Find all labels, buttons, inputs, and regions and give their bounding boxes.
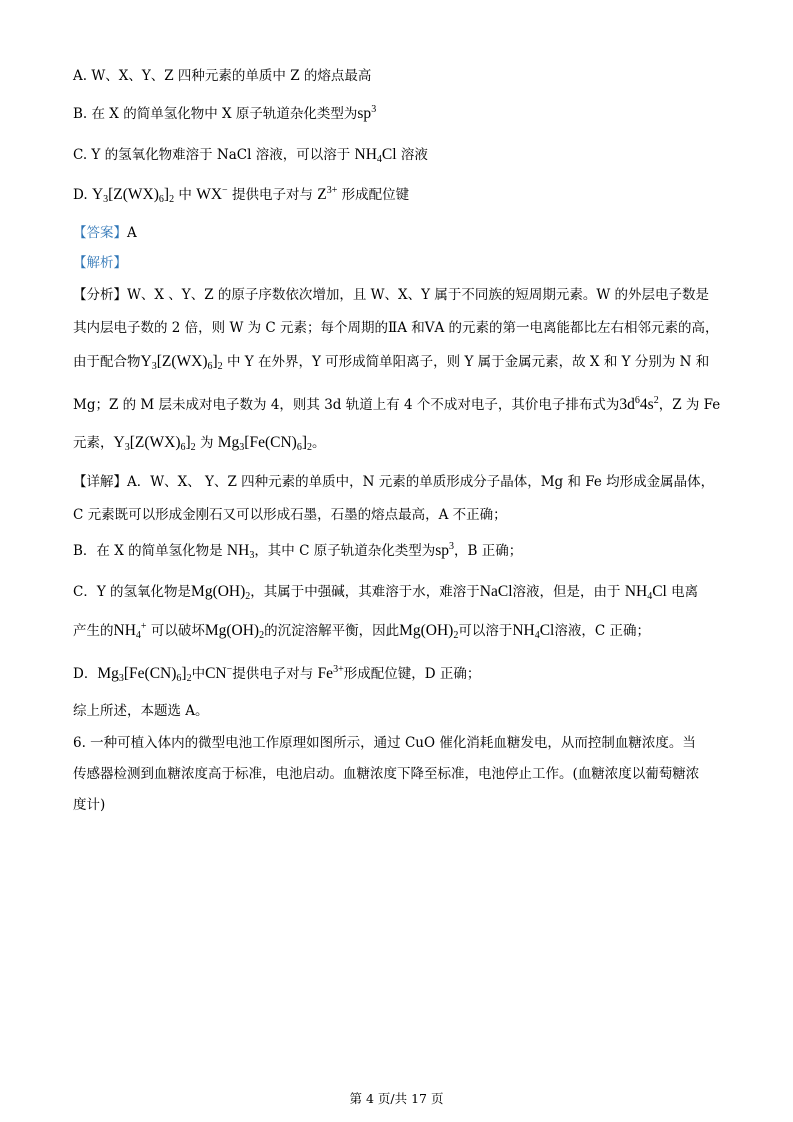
analysis-text-4a: Mg；Z 的 M 层未成对电子数为 4，则其 3d 轨道上有 4 个不成对电子，其价电子排布式为 xyxy=(73,397,620,413)
analysis-line-2: 其内层电子数的 2 倍，则 W 为 C 元素；每个周期的ⅡA 和ⅤA 的元素的第一电离能都比左右相邻元素的高， xyxy=(73,320,719,336)
detail-b-text: B．在 X 的简单氢化物是 xyxy=(73,543,223,559)
detail-d-mid2: 提供电子对与 xyxy=(232,666,314,682)
formula-nh3: $NH_3$ xyxy=(226,542,255,561)
formula-mgoh2: $Mg(OH)_2$ xyxy=(204,622,265,641)
formula-sp3: $sp^3$ xyxy=(435,541,455,559)
formula-3d6-4s2: $3d^64s^2$ xyxy=(619,395,659,413)
analysis-line-1 xyxy=(73,285,733,305)
detail-d-text: D． xyxy=(73,666,98,682)
question6-line-1: 6. 一种可植入体内的微型电池工作原理如图所示，通过 CuO 催化消耗血糖发电，从而控制血糖浓度。当 xyxy=(73,735,696,751)
detail-line-d xyxy=(73,664,733,684)
analysis-text-5a: 元素， xyxy=(73,435,114,451)
formula-nh4cl: $NH_4Cl$ xyxy=(512,622,555,641)
question6-line-3: 度计) xyxy=(73,797,106,813)
answer-value: A xyxy=(127,225,137,241)
option-b xyxy=(73,104,733,124)
detail-c2-mid: 可以破坏 xyxy=(150,623,205,639)
answer-label: 【答案】 xyxy=(73,225,127,241)
option-c-suffix: 溶液 xyxy=(400,147,428,163)
formula-z3plus: $Z^{3+}$ xyxy=(317,185,338,203)
formula-y3-zwx6-2: $Y_3[Z(WX)_6]_2$ xyxy=(140,353,223,372)
detail-line-c1 xyxy=(73,582,733,602)
page-footer: 第 4 页/共 17 页 xyxy=(349,1091,444,1106)
option-a: A. W、X、Y、Z 四种元素的单质中 Z 的熔点最高 xyxy=(73,68,372,84)
detail-c1-text: C．Y 的氢氧化物是 xyxy=(73,584,192,600)
formula-fe3plus: $Fe^{3+}$ xyxy=(317,664,344,682)
answer-line xyxy=(73,223,733,243)
formula-sp3: $sp^3$ xyxy=(357,104,377,122)
detail-c2-text: 产生的 xyxy=(73,623,114,639)
option-d-label: D. xyxy=(73,187,88,203)
formula-nacl: NaCl xyxy=(479,583,513,600)
formula-nh4cl: $NH_4Cl$ xyxy=(354,146,397,165)
detail-line-a1 xyxy=(73,472,733,492)
formula-nh4-plus: $NH_4^+$ xyxy=(113,621,147,641)
detail-c2-mid3: 可以溶于 xyxy=(458,623,513,639)
analysis-text-1: W、X 、Y、Z 的原子序数依次增加，且 W、X、Y 属于不同族的短周期元素。W 的外层电子数是 xyxy=(127,287,710,303)
detail-line-b xyxy=(73,541,733,561)
option-d-end: 形成配位键 xyxy=(341,187,410,203)
analysis-line-3 xyxy=(73,352,733,372)
analysis-line-5 xyxy=(73,433,733,453)
detail-d-mid: 中 xyxy=(191,666,206,682)
detail-c1-end: 电离 xyxy=(671,584,699,600)
detail-c1-mid: ，其属于中强碱，其难溶于水，难溶于 xyxy=(250,584,480,600)
detail-c1-mid2: 溶液，但是，由于 xyxy=(512,584,621,600)
option-c xyxy=(73,145,733,165)
option-d-suffix: 提供电子对与 xyxy=(231,187,313,203)
option-d-mid: 中 xyxy=(178,187,192,203)
formula-wx-minus: WX− xyxy=(196,185,228,203)
option-c-text: C. Y 的氢氧化物难溶于 NaCl 溶液，可以溶于 xyxy=(73,147,351,163)
detail-c2-end: 溶液，C 正确； xyxy=(554,623,650,639)
detail-line-c2 xyxy=(73,621,733,641)
analysis-text-4b: ，Z 为 Fe xyxy=(658,397,721,413)
detail-d-end: 形成配位键，D 正确； xyxy=(343,666,481,682)
option-b-text: B. 在 X 的简单氢化物中 X 原子轨道杂化类型为 xyxy=(73,106,358,122)
analysis-label: 【解析】 xyxy=(73,255,127,271)
formula-mgoh2: $Mg(OH)_2$ xyxy=(399,622,459,641)
detail-c2-mid2: 的沉淀溶解平衡，因此 xyxy=(264,623,400,639)
analysis-sub-label: 【分析】 xyxy=(73,287,127,303)
detail-b-mid: ，其中 C 原子轨道杂化类型为 xyxy=(254,543,436,559)
analysis-text-5b: 为 xyxy=(199,435,214,451)
detail-summary: 综上所述，本题选 A。 xyxy=(73,703,209,719)
formula-mgoh2: $Mg(OH)_2$ xyxy=(191,583,251,602)
detail-b-end: ，B 正确； xyxy=(454,543,523,559)
formula-y3-zwx6-2: $Y_3[Z(WX)_6]_2$ xyxy=(113,434,196,453)
analysis-text-3b: 中 Y 在外界，Y 可形成简单阳离子，则 Y 属于金属元素，故 X 和 Y 分别为 N 和 xyxy=(226,354,710,370)
analysis-text-5c: 。 xyxy=(312,435,326,451)
question6-line-2: 传感器检测到血糖浓度高于标准，电池启动。血糖浓度下降至标准，电池停止工作。(血糖浓度以葡萄糖浓 xyxy=(73,766,700,782)
formula-mg3-fecn6-2: $Mg_3[Fe(CN)_6]_2$ xyxy=(97,665,192,684)
analysis-text-3a: 由于配合物 xyxy=(73,354,141,370)
formula-y3-zwx6-2: $Y_3[Z(WX)_6]_2$ xyxy=(91,186,175,205)
formula-mg3-fecn6-2: $Mg_3[Fe(CN)_6]_2$ xyxy=(217,434,312,453)
analysis-line-4 xyxy=(73,395,733,415)
detail-label: 【详解】 xyxy=(73,474,127,490)
formula-nh4cl: $NH_4Cl$ xyxy=(624,583,667,602)
detail-text-a1: A．W、X、 Y、Z 四种元素的单质中，N 元素的单质形成分子晶体，Mg 和 Fe 均形成金属晶体， xyxy=(127,474,715,490)
detail-line-a2: C 元素既可以形成金刚石又可以形成石墨，石墨的熔点最高，A 不正确； xyxy=(73,507,507,523)
formula-cn-minus: CN− xyxy=(205,664,233,682)
analysis-heading xyxy=(73,253,733,273)
option-d xyxy=(73,185,733,205)
